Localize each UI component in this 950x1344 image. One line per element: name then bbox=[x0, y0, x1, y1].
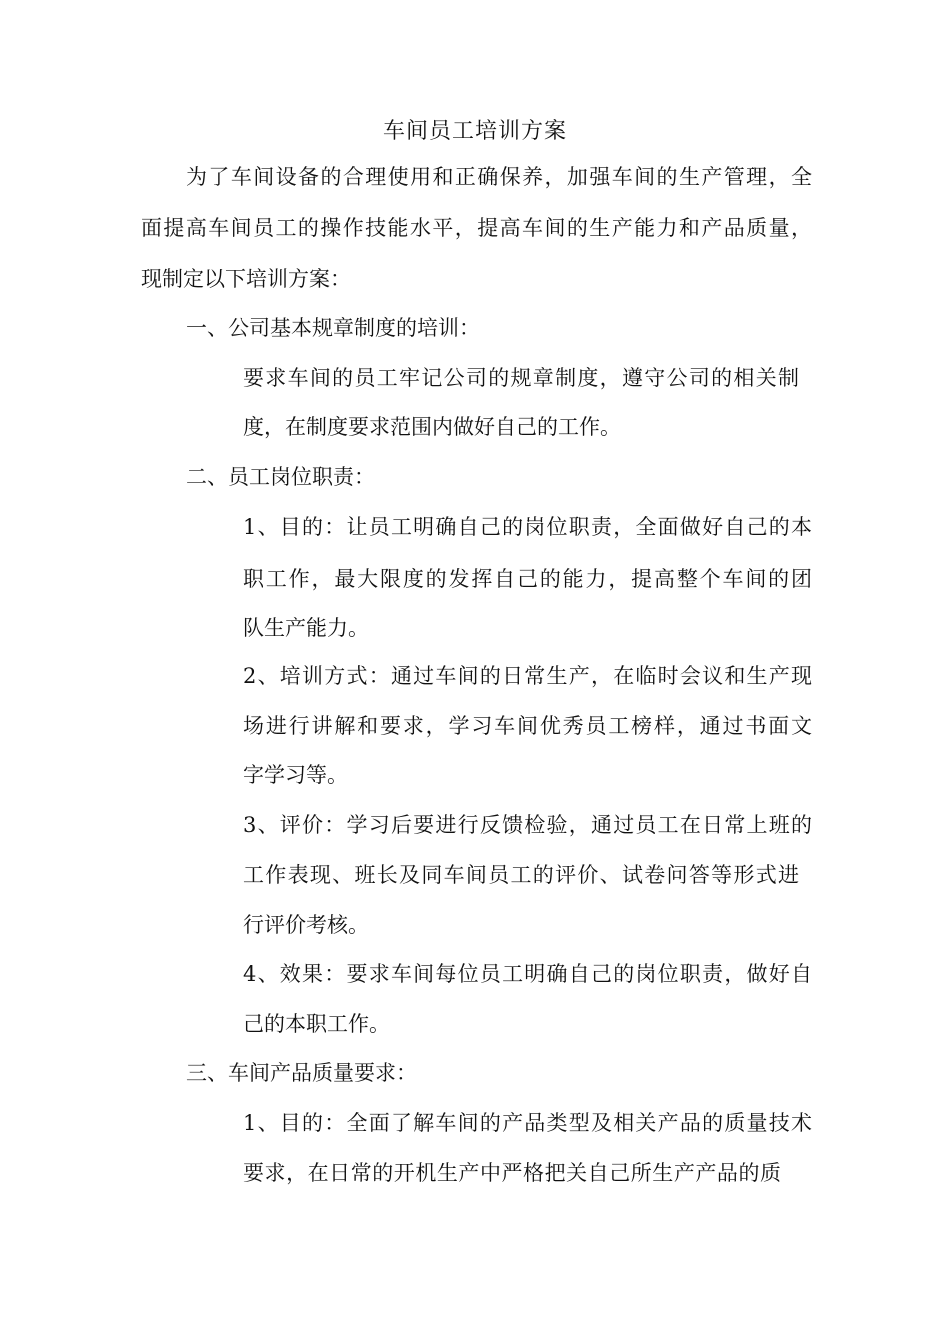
section-2-item-4-line-2: 己的本职工作。 bbox=[243, 1012, 390, 1036]
intro-line-2: 面提高车间员工的操作技能水平，提高车间的生产能力和产品质量， bbox=[141, 216, 812, 240]
section-3-item-1-line-1: 1、目的：全面了解车间的产品类型及相关产品的质量技术 bbox=[243, 1111, 812, 1135]
section-2-item-1-line-2: 职工作，最大限度的发挥自己的能力，提高整个车间的团 bbox=[243, 567, 812, 591]
intro-line-3: 现制定以下培训方案： bbox=[141, 267, 351, 291]
section-2-heading: 二、员工岗位职责： bbox=[186, 465, 375, 489]
section-2-item-3-line-2: 工作表现、班长及同车间员工的评价、试卷问答等形式进 bbox=[243, 863, 799, 887]
section-2-item-3-line-3: 行评价考核。 bbox=[243, 913, 369, 937]
section-2-item-3-line-1: 3、评价：学习后要进行反馈检验，通过员工在日常上班的 bbox=[243, 813, 812, 837]
section-2-item-2-line-3: 字学习等。 bbox=[243, 763, 348, 787]
section-1-body-line-2: 度，在制度要求范围内做好自己的工作。 bbox=[243, 415, 621, 439]
section-3-item-1-line-2: 要求，在日常的开机生产中严格把关自己所生产产品的质 bbox=[243, 1161, 781, 1185]
section-2-item-4-line-1: 4、效果：要求车间每位员工明确自己的岗位职责，做好自 bbox=[243, 962, 812, 986]
section-2-item-2-line-2: 场进行讲解和要求，学习车间优秀员工榜样，通过书面文 bbox=[243, 714, 812, 738]
document-title: 车间员工培训方案 bbox=[382, 119, 567, 144]
section-2-item-1-line-1: 1、目的：让员工明确自己的岗位职责，全面做好自己的本 bbox=[243, 515, 812, 539]
section-3-heading: 三、车间产品质量要求： bbox=[186, 1061, 417, 1085]
section-2-item-2-line-1: 2、培训方式：通过车间的日常生产，在临时会议和生产现 bbox=[243, 664, 812, 688]
intro-line-1: 为了车间设备的合理使用和正确保养，加强车间的生产管理，全 bbox=[186, 165, 812, 189]
section-1-heading: 一、公司基本规章制度的培训： bbox=[186, 316, 480, 340]
section-1-body-line-1: 要求车间的员工牢记公司的规章制度，遵守公司的相关制 bbox=[243, 366, 799, 390]
section-2-item-1-line-3: 队生产能力。 bbox=[243, 616, 369, 640]
